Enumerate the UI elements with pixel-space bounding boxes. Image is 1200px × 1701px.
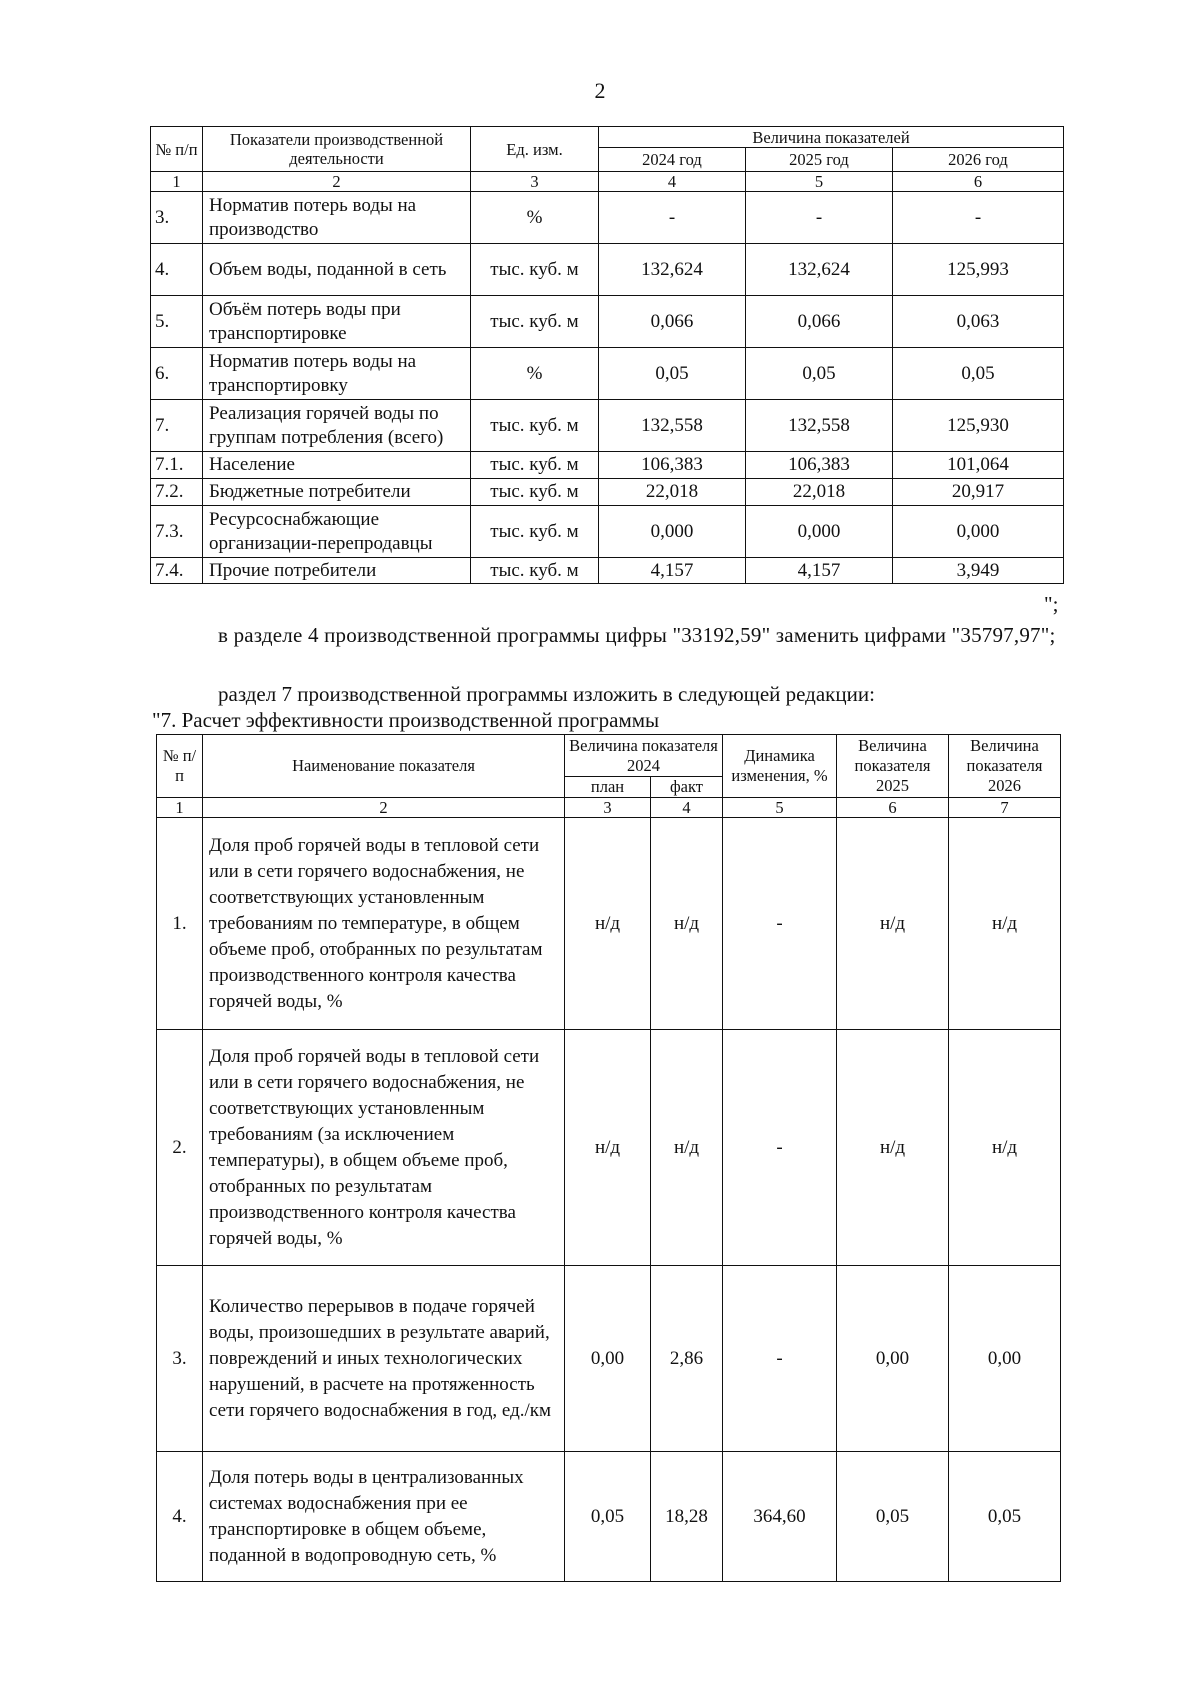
amendment-paragraph-section4: в разделе 4 производственной программы цифры "33192,59" заменить цифрами "35797,97"; [218, 623, 1056, 647]
row-name: Количество перерывов в подаче горячей воды, произошедших в результате аварий, повреждений и иных технологических нарушений, в расчете на протяженность сети горячего водоснабжения в год, ед./км [203, 1266, 565, 1452]
row-index: 7. [151, 400, 203, 452]
row-unit: тыс. куб. м [471, 479, 599, 506]
table-row [157, 1452, 1061, 1582]
row-name: Норматив потерь воды на транспортировку [203, 348, 471, 400]
row-dynamics: - [723, 1266, 837, 1452]
table-row [151, 244, 1064, 296]
row-value-2026: 0,05 [893, 348, 1064, 400]
col-number: 3 [471, 172, 599, 192]
row-name: Доля проб горячей воды в тепловой сети или в сети горячего водоснабжения, не соответствующих установленным требованиям по температуре, в общем объеме проб, отобранных по результатам производственного контроля качества горячей воды, % [203, 818, 565, 1030]
header-year-2024: 2024 год [599, 148, 746, 172]
header-value-2024: Величина показателя 2024 [565, 735, 723, 777]
row-value-2024: 4,157 [599, 558, 746, 584]
table-row [151, 558, 1064, 584]
row-unit: тыс. куб. м [471, 244, 599, 296]
header-year-2025: 2025 год [746, 148, 893, 172]
col-number: 1 [157, 798, 203, 818]
table-row [151, 400, 1064, 452]
header-indicator: Показатели производственной деятельности [203, 127, 471, 172]
row-value-2025: 0,05 [746, 348, 893, 400]
table-row [157, 1030, 1061, 1266]
header-plan: план [565, 777, 651, 798]
section-7-title: "7. Расчет эффективности производственной программы [152, 708, 660, 732]
row-unit: % [471, 348, 599, 400]
production-indicators-table [150, 126, 1064, 584]
row-index: 7.3. [151, 506, 203, 558]
row-dynamics: - [723, 818, 837, 1030]
row-value-2026: 101,064 [893, 452, 1064, 479]
efficiency-calculation-table [156, 734, 1061, 1582]
row-plan: н/д [565, 1030, 651, 1266]
row-value-2026: н/д [949, 1030, 1061, 1266]
table-row [151, 296, 1064, 348]
row-unit: тыс. куб. м [471, 558, 599, 584]
row-value-2025: 132,558 [746, 400, 893, 452]
row-plan: н/д [565, 818, 651, 1030]
col-number: 1 [151, 172, 203, 192]
row-index: 4. [151, 244, 203, 296]
row-dynamics: - [723, 1030, 837, 1266]
table-row [151, 348, 1064, 400]
row-name: Прочие потребители [203, 558, 471, 584]
row-fact: 18,28 [651, 1452, 723, 1582]
header-unit: Ед. изм. [471, 127, 599, 172]
row-fact: н/д [651, 1030, 723, 1266]
row-name: Ресурсоснабжающие организации-перепродавцы [203, 506, 471, 558]
header-num: № п/п [151, 127, 203, 172]
row-value-2026: 0,000 [893, 506, 1064, 558]
col-number: 4 [651, 798, 723, 818]
row-value-2025: 106,383 [746, 452, 893, 479]
row-value-2026: 0,00 [949, 1266, 1061, 1452]
row-fact: н/д [651, 818, 723, 1030]
row-name: Население [203, 452, 471, 479]
col-number: 6 [837, 798, 949, 818]
row-name: Доля проб горячей воды в тепловой сети или в сети горячего водоснабжения, не соответствующих установленным требованиям (за исключением температуры), в общем объеме проб, отобранных по результатам производственного контроля качества горячей воды, % [203, 1030, 565, 1266]
row-unit: тыс. куб. м [471, 296, 599, 348]
row-value-2026: 0,05 [949, 1452, 1061, 1582]
header-value-2026: Величина показателя 2026 [949, 735, 1061, 798]
header-name: Наименование показателя [203, 735, 565, 798]
col-number: 4 [599, 172, 746, 192]
row-value-2026: - [893, 192, 1064, 244]
row-value-2024: 132,624 [599, 244, 746, 296]
row-plan: 0,00 [565, 1266, 651, 1452]
row-value-2025: н/д [837, 818, 949, 1030]
header-fact: факт [651, 777, 723, 798]
closing-quote-mark: "; [1044, 592, 1059, 616]
row-unit: тыс. куб. м [471, 506, 599, 558]
row-index: 7.4. [151, 558, 203, 584]
row-unit: тыс. куб. м [471, 400, 599, 452]
row-unit: тыс. куб. м [471, 452, 599, 479]
row-index: 7.2. [151, 479, 203, 506]
header-value-2025: Величина показателя 2025 [837, 735, 949, 798]
row-value-2024: - [599, 192, 746, 244]
row-index: 7.1. [151, 452, 203, 479]
col-number: 5 [723, 798, 837, 818]
row-value-2024: 0,05 [599, 348, 746, 400]
row-value-2026: 3,949 [893, 558, 1064, 584]
table-row [157, 818, 1061, 1030]
row-index: 2. [157, 1030, 203, 1266]
header-dynamics: Динамика изменения, % [723, 735, 837, 798]
row-index: 1. [157, 818, 203, 1030]
row-index: 3. [157, 1266, 203, 1452]
row-value-2024: 0,000 [599, 506, 746, 558]
row-fact: 2,86 [651, 1266, 723, 1452]
row-value-2024: 106,383 [599, 452, 746, 479]
col-number: 6 [893, 172, 1064, 192]
row-value-2025: н/д [837, 1030, 949, 1266]
row-index: 3. [151, 192, 203, 244]
row-name: Реализация горячей воды по группам потребления (всего) [203, 400, 471, 452]
row-dynamics: 364,60 [723, 1452, 837, 1582]
row-value-2025: 132,624 [746, 244, 893, 296]
col-number: 7 [949, 798, 1061, 818]
row-value-2025: - [746, 192, 893, 244]
row-value-2026: 125,993 [893, 244, 1064, 296]
table-row [151, 452, 1064, 479]
row-name: Доля потерь воды в централизованных системах водоснабжения при ее транспортировке в общем объеме, поданной в водопроводную сеть, % [203, 1452, 565, 1582]
row-value-2026: н/д [949, 818, 1061, 1030]
col-number: 5 [746, 172, 893, 192]
header-num: № п/п [157, 735, 203, 798]
table-row [151, 479, 1064, 506]
row-value-2026: 0,063 [893, 296, 1064, 348]
amendment-paragraph-section7: раздел 7 производственной программы изложить в следующей редакции: [218, 682, 875, 706]
row-name: Бюджетные потребители [203, 479, 471, 506]
row-value-2026: 125,930 [893, 400, 1064, 452]
row-index: 4. [157, 1452, 203, 1582]
row-plan: 0,05 [565, 1452, 651, 1582]
row-index: 6. [151, 348, 203, 400]
row-value-2026: 20,917 [893, 479, 1064, 506]
col-number: 2 [203, 798, 565, 818]
table-row [157, 1266, 1061, 1452]
row-value-2025: 0,066 [746, 296, 893, 348]
table-row [151, 192, 1064, 244]
row-value-2024: 22,018 [599, 479, 746, 506]
row-value-2024: 0,066 [599, 296, 746, 348]
page-number: 2 [594, 78, 606, 103]
row-name: Объем воды, поданной в сеть [203, 244, 471, 296]
row-index: 5. [151, 296, 203, 348]
row-value-2025: 0,000 [746, 506, 893, 558]
row-name: Норматив потерь воды на производство [203, 192, 471, 244]
table-row [151, 506, 1064, 558]
col-number: 3 [565, 798, 651, 818]
header-year-2026: 2026 год [893, 148, 1064, 172]
row-value-2025: 0,05 [837, 1452, 949, 1582]
row-name: Объём потерь воды при транспортировке [203, 296, 471, 348]
row-value-2025: 22,018 [746, 479, 893, 506]
col-number: 2 [203, 172, 471, 192]
row-value-2024: 132,558 [599, 400, 746, 452]
row-value-2025: 0,00 [837, 1266, 949, 1452]
header-values-group: Величина показателей [599, 127, 1064, 148]
row-value-2025: 4,157 [746, 558, 893, 584]
row-unit: % [471, 192, 599, 244]
